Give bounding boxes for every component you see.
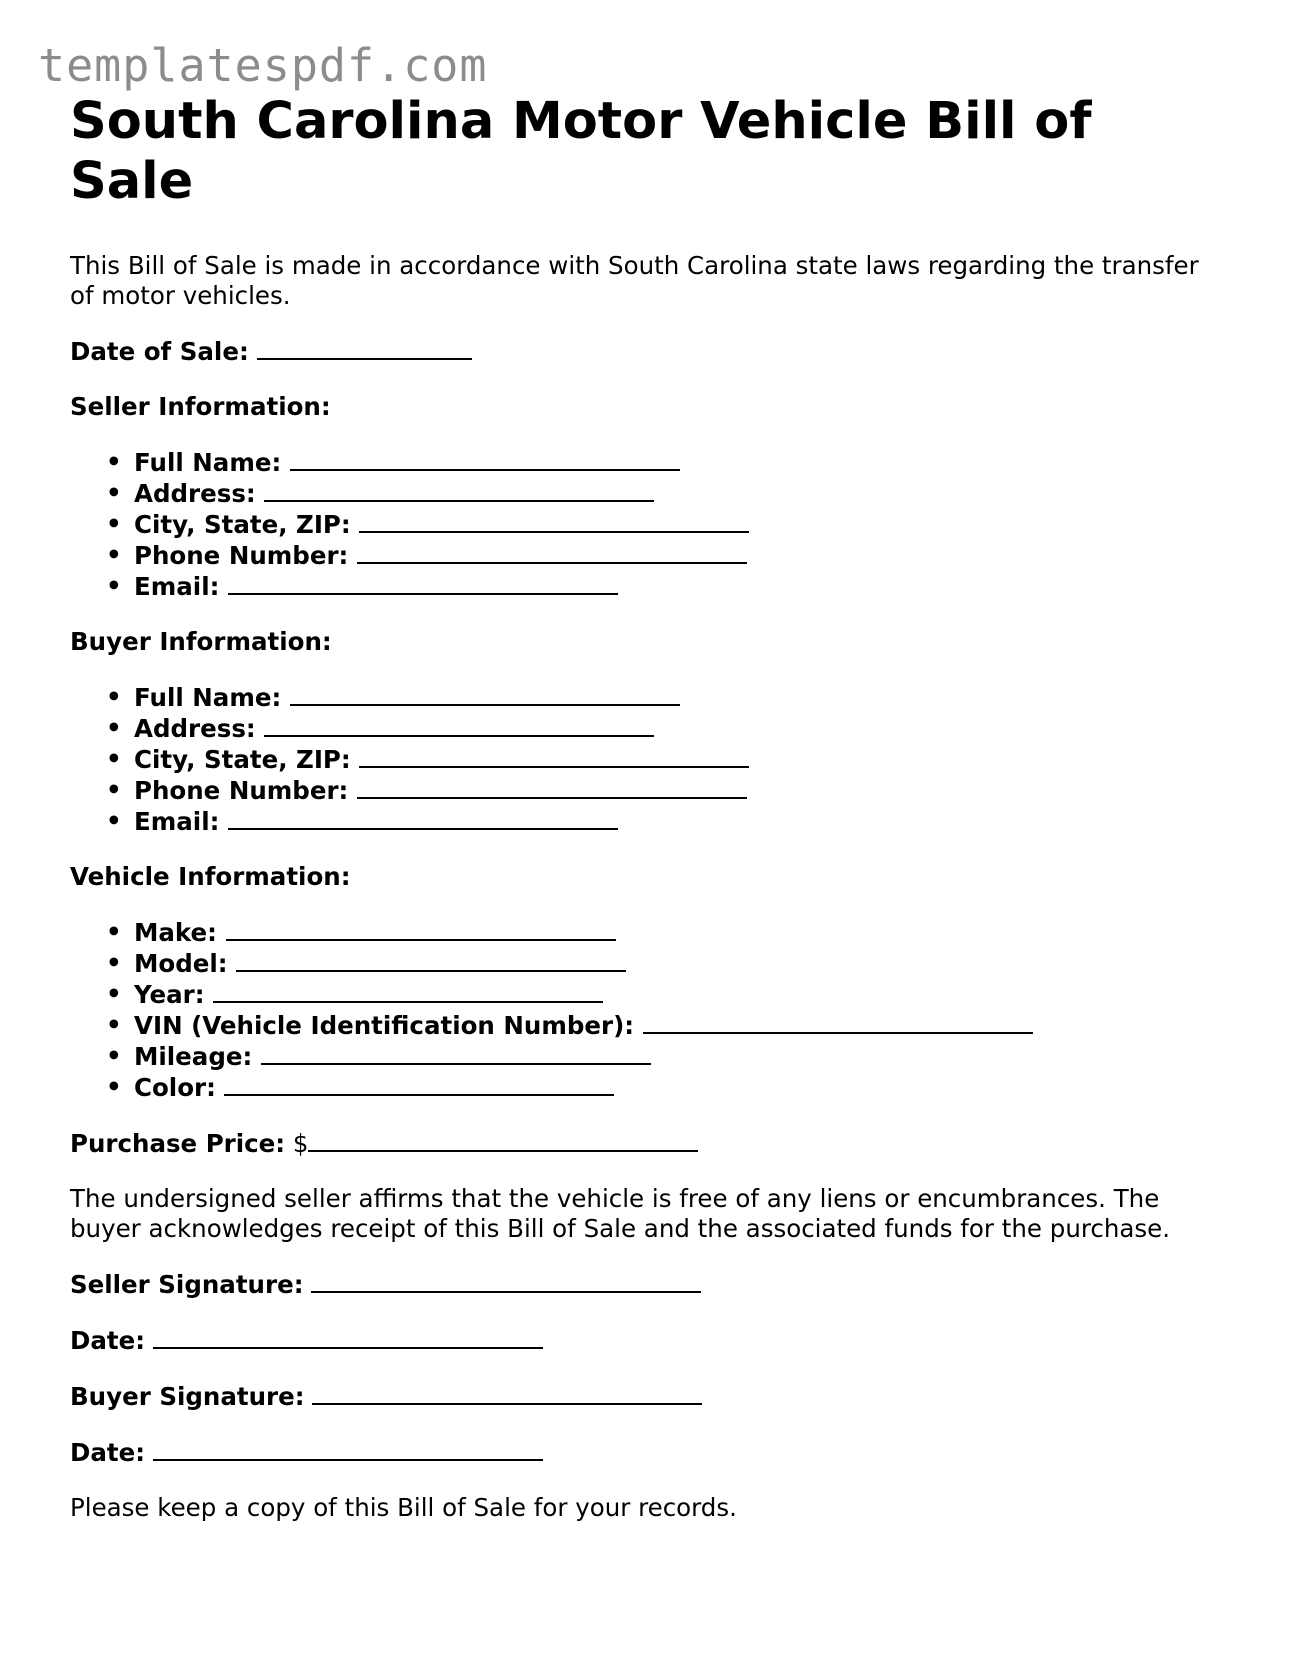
list-item: • Color: [134, 1072, 1230, 1103]
vehicle-color-field[interactable] [224, 1072, 614, 1096]
list-item: • Phone Number: [134, 540, 1230, 571]
buyer-date-line [70, 1437, 1230, 1468]
seller-city-state-zip-field[interactable] [359, 509, 749, 533]
buyer-address-field[interactable] [264, 713, 654, 737]
list-item: • Full Name: [134, 682, 1230, 713]
vehicle-heading: Vehicle Information: [70, 862, 351, 891]
list-item: • Make: [134, 917, 1230, 948]
list-item: • Model: [134, 948, 1230, 979]
buyer-email-field[interactable] [228, 806, 618, 830]
list-item: • Mileage: [134, 1041, 1230, 1072]
list-item: • VIN (Vehicle Identification Number): [134, 1010, 1230, 1041]
buyer-fields-list [70, 682, 1230, 837]
date-of-sale-line [70, 336, 1230, 367]
list-item: • Email: [134, 571, 1230, 602]
buyer-phone-field[interactable] [357, 775, 747, 799]
seller-heading: Seller Information: [70, 392, 331, 421]
list-item: • Full Name: [134, 447, 1230, 478]
buyer-signature-line [70, 1381, 1230, 1412]
vehicle-year-field[interactable] [213, 979, 603, 1003]
seller-phone-field[interactable] [357, 540, 747, 564]
currency-symbol: $ [292, 1129, 309, 1158]
vehicle-model-field[interactable] [236, 948, 626, 972]
list-item: • City, State, ZIP: [134, 509, 1230, 540]
list-item: • Address: [134, 478, 1230, 509]
buyer-date-label: Date: [70, 1438, 145, 1467]
page-title: South Carolina Motor Vehicle Bill of Sale [70, 92, 1092, 211]
intro-paragraph: This Bill of Sale is made in accordance with South Carolina state laws regarding the transfer of motor vehicles. [70, 251, 1199, 310]
footer-note: Please keep a copy of this Bill of Sale for your records. [70, 1493, 737, 1522]
seller-date-line [70, 1325, 1230, 1356]
buyer-full-name-field[interactable] [290, 682, 680, 706]
seller-date-label: Date: [70, 1326, 145, 1355]
seller-email-field[interactable] [228, 571, 618, 595]
vehicle-make-field[interactable] [226, 917, 616, 941]
buyer-signature-field[interactable] [312, 1381, 702, 1405]
seller-address-field[interactable] [264, 478, 654, 502]
list-item: • City, State, ZIP: [134, 744, 1230, 775]
buyer-signature-label: Buyer Signature: [70, 1382, 305, 1411]
seller-full-name-field[interactable] [290, 447, 680, 471]
buyer-city-state-zip-field[interactable] [359, 744, 749, 768]
buyer-heading: Buyer Information: [70, 627, 332, 656]
seller-signature-line [70, 1269, 1230, 1300]
list-item: • Email: [134, 806, 1230, 837]
purchase-price-field[interactable] [308, 1128, 698, 1152]
list-item: • Phone Number: [134, 775, 1230, 806]
date-of-sale-label: Date of Sale: [70, 337, 249, 366]
seller-date-field[interactable] [153, 1325, 543, 1349]
list-item: • Year: [134, 979, 1230, 1010]
vehicle-fields-list [70, 917, 1230, 1103]
list-item: • Address: [134, 713, 1230, 744]
seller-fields-list [70, 447, 1230, 602]
seller-signature-field[interactable] [311, 1269, 701, 1293]
vehicle-mileage-field[interactable] [261, 1041, 651, 1065]
date-of-sale-field[interactable] [257, 336, 472, 360]
affirmation-paragraph: The undersigned seller affirms that the vehicle is free of any liens or encumbrances. The buyer acknowledges receipt of this Bill of Sale and the associated funds for the purchase. [70, 1184, 1171, 1243]
document-body [70, 92, 1230, 1523]
seller-signature-label: Seller Signature: [70, 1270, 304, 1299]
vehicle-vin-field[interactable] [643, 1010, 1033, 1034]
purchase-price-line [70, 1128, 1230, 1159]
watermark: templatespdf.com [38, 39, 488, 92]
buyer-date-field[interactable] [153, 1437, 543, 1461]
purchase-price-label: Purchase Price: [70, 1129, 286, 1158]
